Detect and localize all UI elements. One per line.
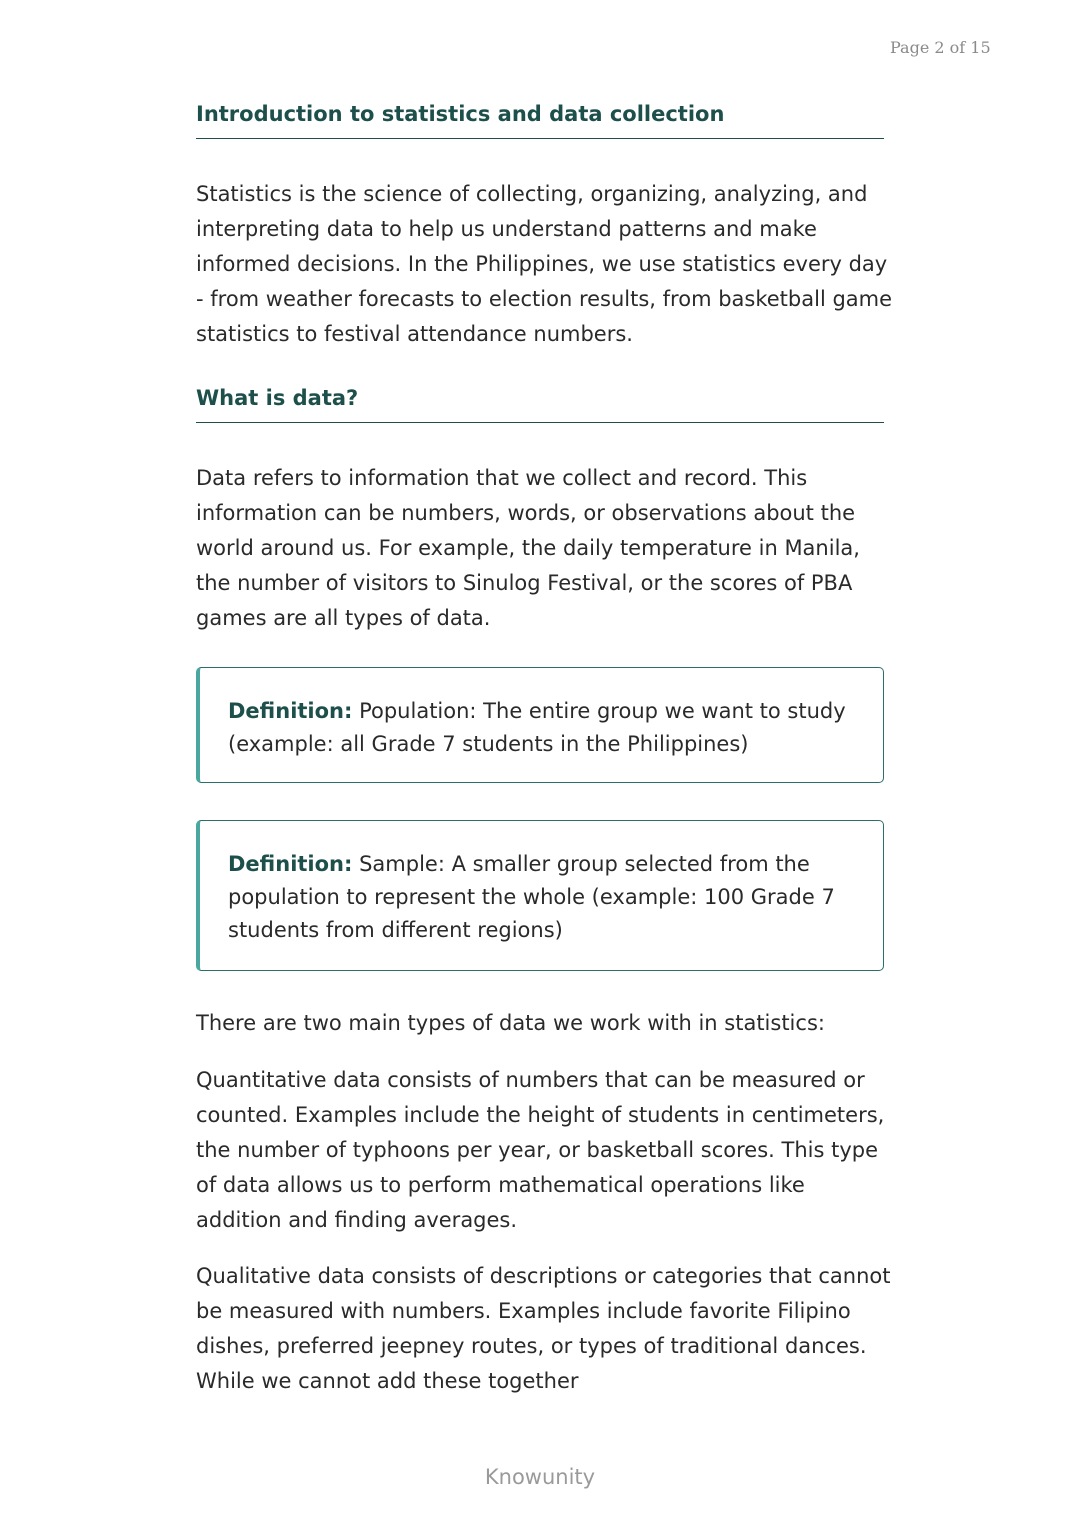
section-heading: Introduction to statistics and data collection xyxy=(196,102,884,139)
qualitative-paragraph: Qualitative data consists of descriptions or categories that cannot be measured with numbers. Examples include favorite Filipino dishes, preferred jeepney routes, or types of traditional dances. While we cannot add these together xyxy=(196,1264,891,1393)
intro-paragraph: Statistics is the science of collecting, organizing, analyzing, and interpreting data to help us understand patterns and make informed decisions. In the Philippines, we use statistics every day - from weather forecasts to election results, from basketball game statistics to festival attendance numbers. xyxy=(196,182,893,346)
subsection-heading: What is data? xyxy=(196,386,884,423)
definition-text: Population: The entire group we want to study (example: all Grade 7 students in the Philippines) xyxy=(228,699,846,756)
definition-label: Definition: xyxy=(228,852,353,876)
quantitative-paragraph: Quantitative data consists of numbers that can be measured or counted. Examples include the height of students in centimeters, the number of typhoons per year, or basketball scores. This type of data allows us to perform mathematical operations like addition and finding averages. xyxy=(196,1068,885,1232)
types-intro: There are two main types of data we work with in statistics: xyxy=(196,1011,825,1035)
data-paragraph: Data refers to information that we collect and record. This information can be numbers, words, or observations about the world around us. For example, the daily temperature in Manila, the number of visitors to Sinulog Festival, or the scores of PBA games are all types of data. xyxy=(196,466,860,630)
definition-box-population xyxy=(196,667,884,783)
definition-text: Sample: A smaller group selected from the population to represent the whole (example: 100 Grade 7 students from different regions) xyxy=(228,852,835,942)
footer-brand: Knowunity xyxy=(484,1465,596,1489)
definition-label: Definition: xyxy=(228,699,353,723)
page-number: Page 2 of 15 xyxy=(890,38,991,57)
definition-box-sample xyxy=(196,820,884,971)
